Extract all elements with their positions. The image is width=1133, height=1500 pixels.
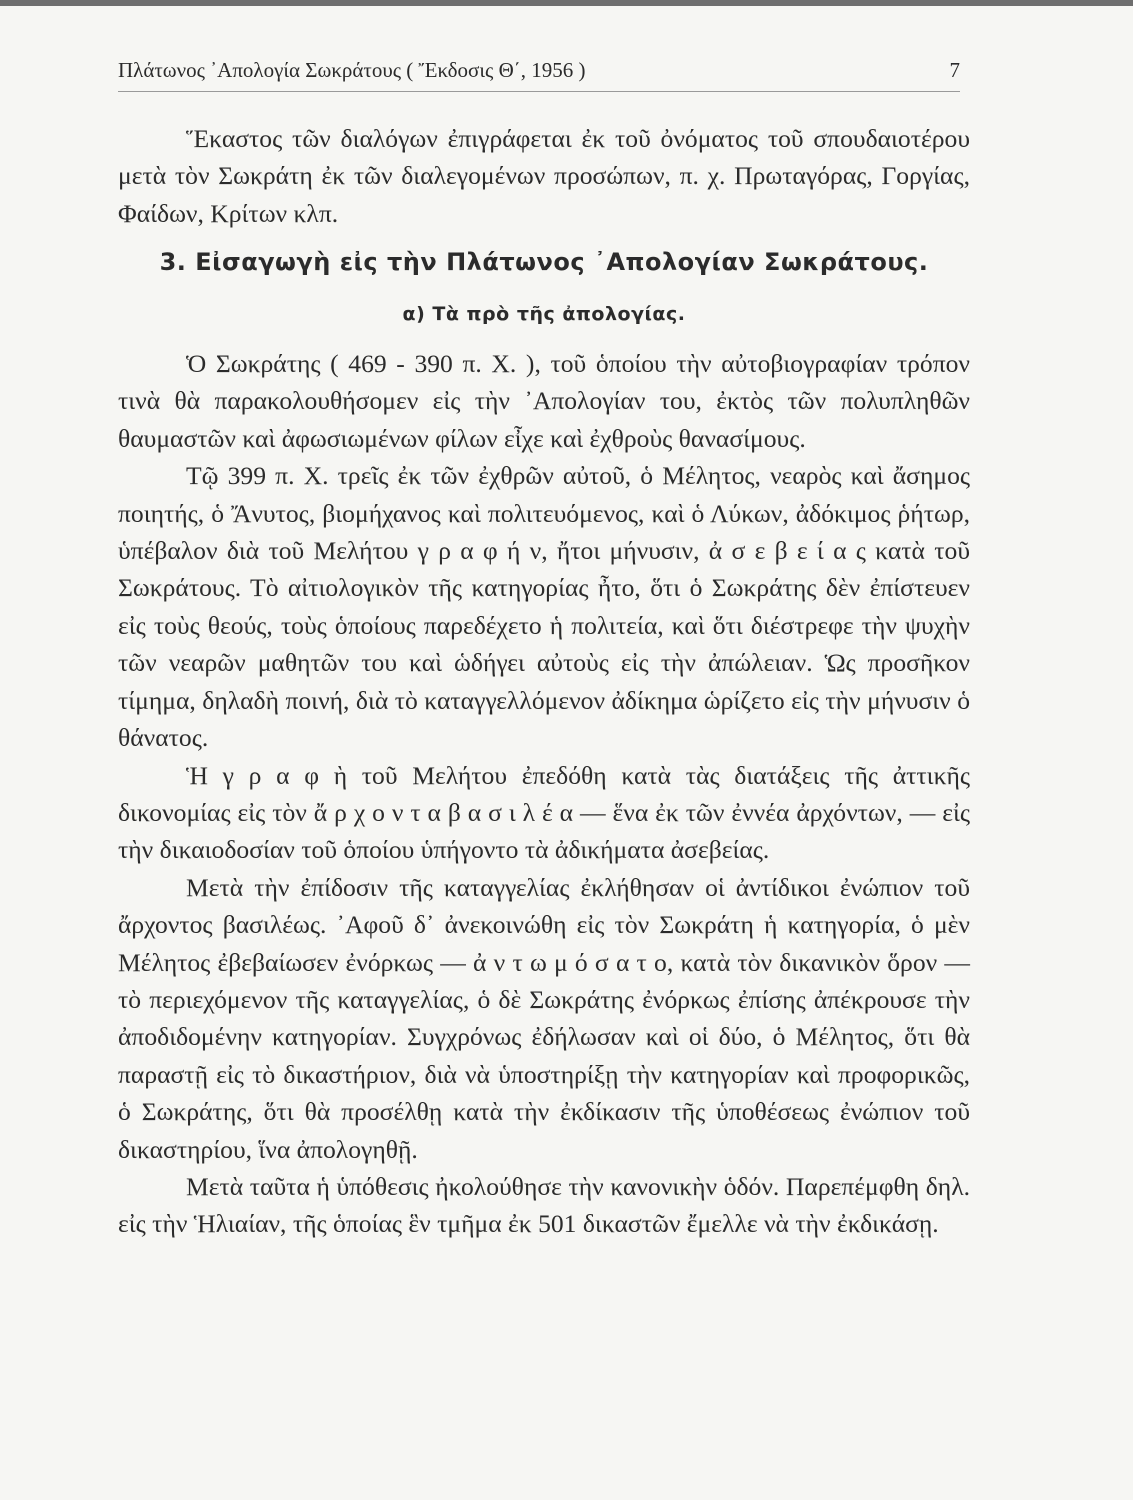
page-number: 7	[949, 58, 960, 82]
paragraph-heliaia: Μετὰ ταῦτα ἡ ὑπόθεσις ἠκολούθησε τὴν κανονικὴν ὁδόν. Παρεπέμφθη δηλ. εἰς τὴν Ἡλιαίαν, τῆς ὁποίας ἓν τμῆμα ἐκ 501 δικαστῶν ἔμελλε νὰ τὴν ἐκδικάσῃ.	[118, 1171, 970, 1239]
top-edge-band	[0, 0, 1133, 6]
section-heading: 3. Εἰσαγωγὴ εἰς τὴν Πλάτωνος ᾿Απολογίαν Σωκράτους.	[159, 248, 929, 277]
paragraph-socrates: Ὁ Σωκράτης ( 469 - 390 π. Χ. ), τοῦ ὁποίου τὴν αὐτοβιογραφίαν τρόπον τινὰ θὰ παρακολουθήσομεν εἰς τὴν ᾿Απολογίαν του, ἐκτὸς τῶν πολυπληθῶν θαυμαστῶν καὶ ἀφωσιωμένων φίλων εἶχε καὶ ἐχθροὺς θανασίμους.	[118, 349, 970, 453]
subsection-heading: α) Τὰ πρὸ τῆς ἀπολογίας.	[402, 302, 686, 325]
paragraph-accusers: Τῷ 399 π. Χ. τρεῖς ἐκ τῶν ἐχθρῶν αὐτοῦ, ὁ Μέλητος, νεαρὸς καὶ ἄσημος ποιητής, ὁ Ἄνυτος, βιομήχανος καὶ πολιτευόμενος, καὶ ὁ Λύκων, ἀδόκιμος ῥήτωρ, ὑπέβαλον διὰ τοῦ Μελήτου γ ρ α φ ή ν, ἤτοι μήνυσιν, ἀ σ ε β ε ί α ς κατὰ τοῦ Σωκράτους. Τὸ αἰτιολογικὸν τῆς κατηγορίας ἦτο, ὅτι ὁ Σωκράτης δὲν ἐπίστευεν εἰς τοὺς θεούς, τοὺς ὁποίους παρεδέχετο ἡ πολιτεία, καὶ ὅτι διέστρεφε τὴν ψυχὴν τῶν νεαρῶν μαθητῶν του καὶ ὡδήγει αὐτοὺς εἰς τὴν ἀπώλειαν. Ὡς προσῆκον τίμημα, δηλαδὴ ποινή, διὰ τὸ καταγγελλόμενον ἀδίκημα ὡρίζετο εἰς τὴν μήνυσιν ὁ θάνατος.	[118, 461, 970, 753]
paragraph-indictment: Ἡ γ ρ α φ ὴ τοῦ Μελήτου ἐπεδόθη κατὰ τὰς διατάξεις τῆς ἀττικῆς δικονομίας εἰς τὸν ἄ ρ χ ο ν τ α β α σ ι λ έ α — ἕνα ἐκ τῶν ἐννέα ἀρχόντων, — εἰς τὴν δικαιοδοσίαν τοῦ ὁποίου ὑπήγοντο τὰ ἀδικήματα ἀσεβείας.	[118, 760, 970, 865]
paragraph-summons: Μετὰ τὴν ἐπίδοσιν τῆς καταγγελίας ἐκλήθησαν οἱ ἀντίδικοι ἐνώπιον τοῦ ἄρχοντος βασιλέως. ᾿Αφοῦ δ᾿ ἀνεκοινώθη εἰς τὸν Σωκράτη ἡ κατηγορία, ὁ μὲν Μέλητος ἐβεβαίωσεν ἐνόρκως — ἀ ν τ ω μ ό σ α τ ο, κατὰ τὸν δικανικὸν ὅρον — τὸ περιεχόμενον τῆς καταγγελίας, ὁ δὲ Σωκράτης ἐνόρκως ἐπίσης ἀπέκρουσε τὴν ἀποδιδομένην κατηγορίαν. Συγχρόνως ἐδήλωσαν καὶ οἱ δύο, ὁ Μέλητος, ὅτι θὰ παραστῇ εἰς τὸ δικαστήριον, διὰ νὰ ὑποστηρίξῃ τὴν κατηγορίαν καὶ προφορικῶς, ὁ Σωκράτης, ὅτι θὰ προσέλθῃ κατὰ τὴν ἐκδίκασιν τῆς ὑποθέσεως ἐνώπιον τοῦ δικαστηρίου, ἵνα ἀπολογηθῇ.	[118, 872, 970, 1164]
running-header	[118, 58, 960, 92]
running-title: Πλάτωνος ᾿Απολογία Σωκράτους ( Ἔκδοσις Θ΄, 1956 )	[118, 58, 586, 82]
page-body	[118, 120, 970, 1243]
intro-paragraph: Ἕκαστος τῶν διαλόγων ἐπιγράφεται ἐκ τοῦ ὀνόματος τοῦ σπουδαιοτέρου μετὰ τὸν Σωκράτη ἐκ τῶν διαλεγομένων προσώπων, π. χ. Πρωταγόρας, Γοργίας, Φαίδων, Κρίτων κλπ.	[118, 124, 970, 228]
